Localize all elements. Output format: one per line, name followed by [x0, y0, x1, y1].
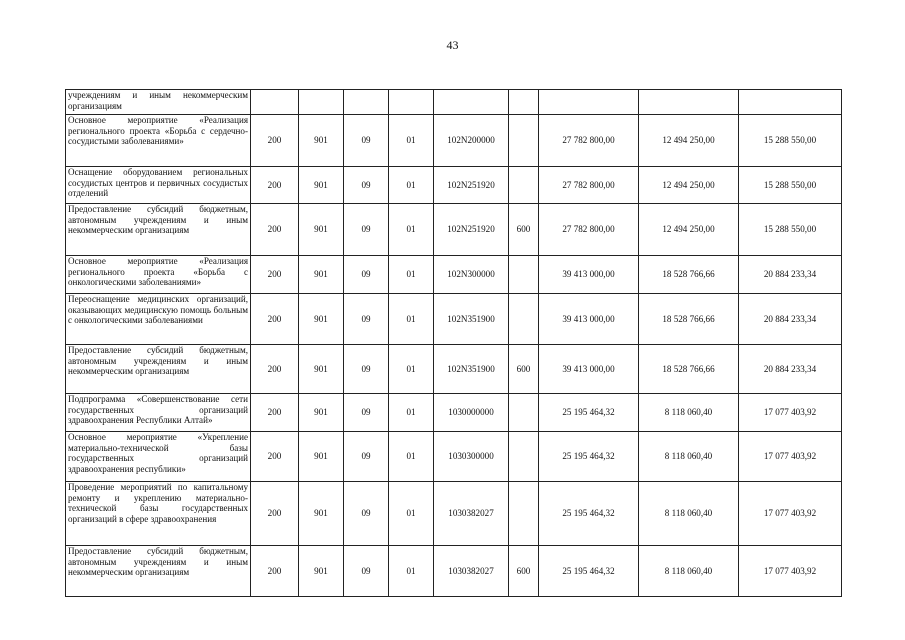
row-code-expense-type — [509, 432, 539, 482]
row-code-target: 1030300000 — [434, 432, 509, 482]
row-code-ministry: 901 — [299, 115, 344, 167]
row-code-expense-type: 600 — [509, 345, 539, 394]
row-amount-regional: 15 288 550,00 — [739, 204, 842, 256]
table-row — [66, 115, 842, 167]
row-code-expense-type — [509, 90, 539, 115]
row-code-subchapter: 01 — [389, 294, 434, 345]
table-row — [66, 204, 842, 256]
row-code-ministry: 901 — [299, 256, 344, 294]
row-name: Переоснащение медицинских организаций, оказывающих медицинскую помощь больным с онкологическими заболеваниями — [66, 294, 251, 345]
row-code-chapter: 09 — [344, 546, 389, 597]
row-code-expense-type — [509, 115, 539, 167]
row-code-subchapter: 01 — [389, 204, 434, 256]
row-amount-regional: 15 288 550,00 — [739, 115, 842, 167]
row-amount-federal: 8 118 060,40 — [639, 394, 739, 432]
row-code-ministry: 901 — [299, 432, 344, 482]
table-row — [66, 167, 842, 204]
row-amount-federal: 18 528 766,66 — [639, 345, 739, 394]
row-amount-regional: 17 077 403,92 — [739, 482, 842, 546]
table-row — [66, 432, 842, 482]
row-code-subchapter: 01 — [389, 546, 434, 597]
row-name: учреждениям и иным некоммерческим организациям — [66, 90, 251, 115]
budget-table — [65, 89, 842, 597]
row-name: Проведение мероприятий по капитальному ремонту и укреплению материально-технической базы государственных организаций в сфере здравоохранения — [66, 482, 251, 546]
table-row — [66, 482, 842, 546]
page-number: 43 — [446, 38, 459, 52]
row-code-target: 102N251920 — [434, 204, 509, 256]
row-amount-total: 39 413 000,00 — [539, 256, 639, 294]
row-code-target: 1030000000 — [434, 394, 509, 432]
row-code-chapter: 09 — [344, 115, 389, 167]
row-amount-federal: 18 528 766,66 — [639, 256, 739, 294]
row-amount-total: 25 195 464,32 — [539, 432, 639, 482]
row-code-section: 200 — [251, 345, 299, 394]
row-code-ministry: 901 — [299, 394, 344, 432]
row-name: Оснащение оборудованием региональных сосудистых центров и первичных сосудистых отделений — [66, 167, 251, 204]
row-amount-total: 27 782 800,00 — [539, 115, 639, 167]
row-amount-regional: 20 884 233,34 — [739, 256, 842, 294]
row-code-section: 200 — [251, 256, 299, 294]
table-row — [66, 546, 842, 597]
table-row — [66, 256, 842, 294]
row-code-section: 200 — [251, 167, 299, 204]
row-name: Предоставление субсидий бюджетным, автономным учреждениям и иным некоммерческим организациям — [66, 345, 251, 394]
row-code-chapter: 09 — [344, 432, 389, 482]
table-row — [66, 90, 842, 115]
row-code-chapter: 09 — [344, 345, 389, 394]
row-code-chapter — [344, 90, 389, 115]
row-name: Основное мероприятие «Укрепление материально-технической базы государственных организаций здравоохранения республики» — [66, 432, 251, 482]
row-code-subchapter: 01 — [389, 345, 434, 394]
row-code-subchapter: 01 — [389, 256, 434, 294]
row-name: Основное мероприятие «Реализация регионального проекта «Борьба с онкологическими заболеваниями» — [66, 256, 251, 294]
row-code-section: 200 — [251, 546, 299, 597]
row-code-expense-type: 600 — [509, 546, 539, 597]
row-code-subchapter: 01 — [389, 167, 434, 204]
row-amount-total: 27 782 800,00 — [539, 167, 639, 204]
row-code-expense-type — [509, 256, 539, 294]
row-amount-total: 25 195 464,32 — [539, 394, 639, 432]
row-code-ministry: 901 — [299, 345, 344, 394]
row-amount-federal: 8 118 060,40 — [639, 432, 739, 482]
row-code-target: 1030382027 — [434, 546, 509, 597]
row-amount-federal — [639, 90, 739, 115]
row-code-target: 1030382027 — [434, 482, 509, 546]
row-amount-total: 25 195 464,32 — [539, 546, 639, 597]
row-amount-federal: 12 494 250,00 — [639, 204, 739, 256]
row-code-section: 200 — [251, 432, 299, 482]
row-amount-total — [539, 90, 639, 115]
row-amount-regional: 20 884 233,34 — [739, 345, 842, 394]
row-code-subchapter: 01 — [389, 394, 434, 432]
row-amount-total: 27 782 800,00 — [539, 204, 639, 256]
row-name: Предоставление субсидий бюджетным, автономным учреждениям и иным некоммерческим организациям — [66, 204, 251, 256]
row-amount-federal: 12 494 250,00 — [639, 167, 739, 204]
row-code-expense-type — [509, 394, 539, 432]
row-amount-total: 39 413 000,00 — [539, 345, 639, 394]
row-code-target: 102N351900 — [434, 345, 509, 394]
row-code-ministry: 901 — [299, 546, 344, 597]
row-code-chapter: 09 — [344, 204, 389, 256]
row-amount-regional: 17 077 403,92 — [739, 546, 842, 597]
table-row — [66, 394, 842, 432]
row-name: Подпрограмма «Совершенствование сети государственных организаций здравоохранения Республики Алтай» — [66, 394, 251, 432]
row-amount-regional: 17 077 403,92 — [739, 432, 842, 482]
row-amount-regional — [739, 90, 842, 115]
row-code-ministry: 901 — [299, 482, 344, 546]
row-amount-regional: 15 288 550,00 — [739, 167, 842, 204]
row-code-chapter: 09 — [344, 394, 389, 432]
row-amount-total: 25 195 464,32 — [539, 482, 639, 546]
row-code-expense-type — [509, 294, 539, 345]
row-code-section: 200 — [251, 115, 299, 167]
row-name: Основное мероприятие «Реализация регионального проекта «Борьба с сердечно-сосудистыми заболеваниями» — [66, 115, 251, 167]
row-code-ministry: 901 — [299, 294, 344, 345]
row-code-ministry — [299, 90, 344, 115]
row-code-target: 102N300000 — [434, 256, 509, 294]
row-code-section: 200 — [251, 294, 299, 345]
row-code-section: 200 — [251, 204, 299, 256]
table-body — [66, 90, 842, 597]
row-code-expense-type — [509, 167, 539, 204]
row-amount-regional: 20 884 233,34 — [739, 294, 842, 345]
row-amount-federal: 18 528 766,66 — [639, 294, 739, 345]
row-code-target: 102N251920 — [434, 167, 509, 204]
row-amount-federal: 8 118 060,40 — [639, 482, 739, 546]
row-code-section: 200 — [251, 482, 299, 546]
row-code-chapter: 09 — [344, 294, 389, 345]
row-code-target: 102N351900 — [434, 294, 509, 345]
row-code-target — [434, 90, 509, 115]
row-code-subchapter: 01 — [389, 482, 434, 546]
row-code-chapter: 09 — [344, 482, 389, 546]
row-code-chapter: 09 — [344, 167, 389, 204]
row-amount-regional: 17 077 403,92 — [739, 394, 842, 432]
row-code-subchapter — [389, 90, 434, 115]
row-name: Предоставление субсидий бюджетным, автономным учреждениям и иным некоммерческим организациям — [66, 546, 251, 597]
row-amount-federal: 8 118 060,40 — [639, 546, 739, 597]
table-row — [66, 294, 842, 345]
row-code-section: 200 — [251, 394, 299, 432]
row-code-subchapter: 01 — [389, 432, 434, 482]
table-row — [66, 345, 842, 394]
row-amount-federal: 12 494 250,00 — [639, 115, 739, 167]
row-code-section — [251, 90, 299, 115]
row-code-chapter: 09 — [344, 256, 389, 294]
row-code-ministry: 901 — [299, 167, 344, 204]
row-code-ministry: 901 — [299, 204, 344, 256]
row-amount-total: 39 413 000,00 — [539, 294, 639, 345]
row-code-subchapter: 01 — [389, 115, 434, 167]
row-code-target: 102N200000 — [434, 115, 509, 167]
row-code-expense-type — [509, 482, 539, 546]
row-code-expense-type: 600 — [509, 204, 539, 256]
